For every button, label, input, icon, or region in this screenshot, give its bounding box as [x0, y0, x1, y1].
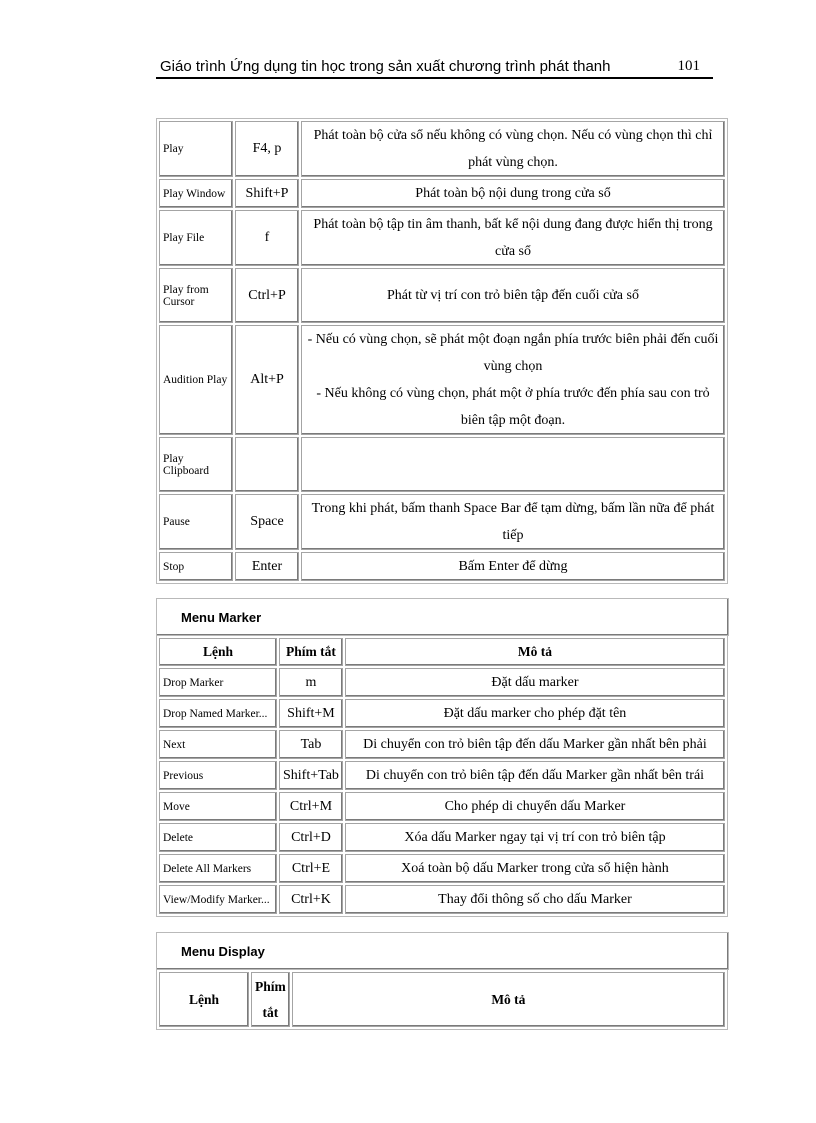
- header-rule: [156, 77, 713, 79]
- command-cell: Play from Cursor: [159, 268, 233, 323]
- command-cell: Play File: [159, 210, 233, 266]
- column-header-description: Mô tả: [345, 638, 725, 666]
- table-header-row: [159, 638, 725, 666]
- shortcut-cell: Ctrl+K: [279, 885, 343, 914]
- shortcut-cell: f: [235, 210, 299, 266]
- column-header-shortcut: Phím tắt: [279, 638, 343, 666]
- column-header-shortcut: Phím tắt: [251, 972, 290, 1027]
- description-cell: Thay đổi thông số cho dấu Marker: [345, 885, 725, 914]
- command-cell: Audition Play: [159, 325, 233, 435]
- table-row: [159, 854, 725, 883]
- shortcut-cell: F4, p: [235, 121, 299, 177]
- shortcut-cell: Ctrl+D: [279, 823, 343, 852]
- description-line: - Nếu có vùng chọn, sẽ phát một đoạn ngắn phía trước biên phải đến cuối vùng chọn: [307, 332, 719, 374]
- table-row: [159, 823, 725, 852]
- shortcut-cell: Alt+P: [235, 325, 299, 435]
- command-cell: Delete: [159, 823, 277, 852]
- description-cell: Cho phép di chuyển dấu Marker: [345, 792, 725, 821]
- description-cell: Di chuyển con trỏ biên tập đến dấu Marker gần nhất bên phải: [345, 730, 725, 759]
- table-row: [159, 761, 725, 790]
- description-cell: [301, 437, 725, 492]
- section-title: Menu Marker: [181, 610, 262, 625]
- description-cell: Đặt dấu marker: [345, 668, 725, 697]
- table-row: [159, 325, 725, 435]
- command-cell: Pause: [159, 494, 233, 550]
- description-cell: Phát toàn bộ nội dung trong cửa sổ: [301, 179, 725, 208]
- command-cell: Play: [159, 121, 233, 177]
- shortcut-cell: [235, 437, 299, 492]
- table-row: [159, 792, 725, 821]
- shortcut-cell: Ctrl+P: [235, 268, 299, 323]
- column-header-description: Mô tả: [292, 972, 725, 1027]
- command-cell: Drop Named Marker...: [159, 699, 277, 728]
- shortcut-cell: Shift+M: [279, 699, 343, 728]
- table-row: [159, 210, 725, 266]
- command-cell: Next: [159, 730, 277, 759]
- description-line: - Nếu không có vùng chọn, phát một ở phía trước đến phía sau con trỏ biên tập một đoạn.: [316, 386, 710, 428]
- description-cell: Xoá toàn bộ dấu Marker trong cửa sổ hiện hành: [345, 854, 725, 883]
- shortcut-cell: Tab: [279, 730, 343, 759]
- table-row: [159, 699, 725, 728]
- description-cell: Phát từ vị trí con trỏ biên tập đến cuối cửa sổ: [301, 268, 725, 323]
- description-cell: Di chuyển con trỏ biên tập đến dấu Marker gần nhất bên trái: [345, 761, 725, 790]
- command-cell: Stop: [159, 552, 233, 581]
- description-cell: [301, 325, 725, 435]
- description-cell: Trong khi phát, bấm thanh Space Bar để tạm dừng, bấm lần nữa để phát tiếp: [301, 494, 725, 550]
- command-cell: Drop Marker: [159, 668, 277, 697]
- command-cell: Play Clipboard: [159, 437, 233, 492]
- description-cell: Xóa dấu Marker ngay tại vị trí con trỏ biên tập: [345, 823, 725, 852]
- table-row: [159, 494, 725, 550]
- table-row: [159, 730, 725, 759]
- table-row: [159, 121, 725, 177]
- command-cell: Move: [159, 792, 277, 821]
- command-cell: View/Modify Marker...: [159, 885, 277, 914]
- description-cell: Bấm Enter để dừng: [301, 552, 725, 581]
- command-cell: Previous: [159, 761, 277, 790]
- shortcut-cell: Ctrl+M: [279, 792, 343, 821]
- shortcut-cell: Shift+P: [235, 179, 299, 208]
- table-row: [159, 268, 725, 323]
- column-header-command: Lệnh: [159, 972, 249, 1027]
- table-header-row: [159, 972, 725, 1027]
- table-row: [159, 885, 725, 914]
- table-row: [159, 437, 725, 492]
- shortcut-cell: Shift+Tab: [279, 761, 343, 790]
- table-row: [159, 552, 725, 581]
- menu-display-heading: [156, 932, 729, 970]
- header-title: Giáo trình Ứng dụng tin học trong sản xuất chương trình phát thanh: [160, 58, 611, 75]
- page-number: 101: [677, 58, 700, 74]
- table-row: [159, 179, 725, 208]
- shortcut-cell: Space: [235, 494, 299, 550]
- menu-marker-table: [156, 635, 728, 917]
- table-row: [159, 668, 725, 697]
- shortcut-cell: Enter: [235, 552, 299, 581]
- play-commands-table: [156, 118, 728, 584]
- column-header-command: Lệnh: [159, 638, 277, 666]
- menu-display-table: [156, 969, 728, 1030]
- section-title: Menu Display: [181, 944, 265, 959]
- description-cell: Phát toàn bộ tập tin âm thanh, bất kể nội dung đang được hiển thị trong cửa sổ: [301, 210, 725, 266]
- command-cell: Delete All Markers: [159, 854, 277, 883]
- shortcut-cell: Ctrl+E: [279, 854, 343, 883]
- menu-marker-heading: [156, 598, 729, 636]
- description-cell: Phát toàn bộ cửa sổ nếu không có vùng chọn. Nếu có vùng chọn thì chỉ phát vùng chọn.: [301, 121, 725, 177]
- shortcut-cell: m: [279, 668, 343, 697]
- command-cell: Play Window: [159, 179, 233, 208]
- description-cell: Đặt dấu marker cho phép đặt tên: [345, 699, 725, 728]
